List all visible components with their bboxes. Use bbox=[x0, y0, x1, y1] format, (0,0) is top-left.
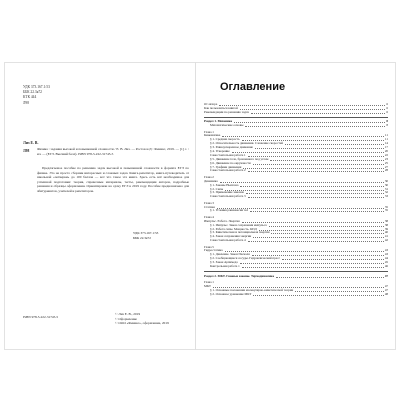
toc-entry-label: § 1. Законы Ньютона bbox=[204, 184, 239, 188]
toc-entry bbox=[204, 239, 388, 243]
toc-entry-page: 6 bbox=[386, 105, 388, 110]
toc-entry-page: 44 bbox=[384, 256, 388, 261]
toc-entry-label: Самостоятельная работа 1 bbox=[204, 154, 247, 158]
toc-section bbox=[204, 275, 388, 279]
author-heading: Лиз Е. В. bbox=[23, 141, 39, 145]
udk-block bbox=[23, 85, 50, 106]
toc-leader-dots bbox=[240, 263, 384, 264]
toc-leader-dots bbox=[270, 160, 383, 161]
toc-leader-dots bbox=[240, 105, 388, 110]
annotation: Предлагаемое пособие по решению задач высокой и повышенной сложности в формате ЕГЭ по физике. Это не просто сборник интересных и сложных задач. Книга-репетитор, книга-путеводитель от школьной «четверки» до 100 баллов — вот что такое эта книга. Здесь есть всё необходимое для успешной подготовки: теория, справочные материалы, тесты, рекомендации авторов, подробные решения и образцы оформления. Ориентирован на сдачу ЕГЭ в 2019 году. Пособие предназначено для абитуриентов, учителей и репетиторов. bbox=[37, 166, 189, 193]
toc-entry-page: 40 bbox=[384, 230, 388, 235]
toc-entry bbox=[204, 265, 388, 269]
udk-line: УДК 373.167.1:53 bbox=[133, 231, 159, 235]
toc-entry-page: 32 bbox=[384, 190, 388, 195]
toc-entry-label: § 3. Кинетическая и потенциальная энергия bbox=[204, 231, 270, 235]
isbn: ISBN 978-5-222-31745-5 bbox=[23, 315, 59, 319]
toc-entry-page: 47 bbox=[384, 273, 388, 278]
toc-leader-dots bbox=[222, 136, 384, 137]
toc-entry-label: Динамика bbox=[204, 178, 218, 183]
toc-entry-page: 25 bbox=[384, 160, 388, 165]
left-page bbox=[4, 62, 196, 350]
toc-entry-label: § 2. Сообщающиеся сосуды. Гидравлический пресс bbox=[204, 257, 281, 261]
copyright-line: © Лиз Е. В., 2019 bbox=[115, 312, 141, 316]
toc-entry-label: Рекомендации по решению задач bbox=[204, 109, 249, 114]
toc-entry-label: Самостоятельная работа 2 bbox=[204, 169, 247, 173]
toc-leader-dots bbox=[269, 226, 384, 227]
toc-entry-page: 27 bbox=[384, 164, 388, 169]
toc-entry-page: 31 bbox=[384, 186, 388, 191]
toc-entry-page: 30 bbox=[384, 178, 388, 183]
toc-entry-label: § 3. Равноускоренное движение bbox=[204, 146, 254, 150]
toc-entry-label: § 1. Импульс. Закон сохранения импульса bbox=[204, 224, 268, 228]
toc-section-divider bbox=[204, 117, 388, 118]
toc-leader-dots bbox=[240, 186, 383, 187]
toc-entry-page: 43 bbox=[384, 252, 388, 257]
toc-entry-label: Гидростатика bbox=[204, 248, 223, 253]
toc-entry-page: 20 bbox=[384, 148, 388, 153]
toc-entry-page: 39 bbox=[384, 226, 388, 231]
toc-entry-label: Глава 4 bbox=[204, 214, 214, 219]
toc-entry-page: 11 bbox=[384, 133, 388, 138]
udk-line: УДК 373.167.1:53 bbox=[23, 85, 50, 89]
toc-entry-page: 42 bbox=[384, 238, 388, 243]
toc-entry bbox=[204, 124, 388, 128]
toc-entry-label: § 2. Силы bbox=[204, 188, 224, 192]
toc-entry-page: 28 bbox=[384, 168, 388, 173]
toc-entry-page: 38 bbox=[384, 222, 388, 227]
toc-leader-dots bbox=[253, 295, 383, 296]
toc-leader-dots bbox=[282, 259, 384, 260]
toc-leader-dots bbox=[255, 148, 384, 149]
toc-entry-label: Статика bbox=[204, 204, 215, 209]
toc-entry-page: 8 bbox=[386, 123, 388, 128]
toc-entry-label: Как пользоваться книгой bbox=[204, 105, 238, 110]
toc-entry-label: § 3. Применение законов bbox=[204, 191, 245, 195]
toc-entry bbox=[204, 111, 388, 115]
toc-entry-label: От автора bbox=[204, 101, 218, 106]
toc-entry bbox=[204, 195, 388, 199]
toc-entry-page: 6 bbox=[386, 109, 388, 114]
toc-entry-page: 38 bbox=[384, 218, 388, 223]
toc-entry-page: 35 bbox=[384, 204, 388, 209]
toc-entry-page: 6 bbox=[386, 101, 388, 106]
toc-leader-dots bbox=[253, 164, 384, 165]
author-code: Л98 bbox=[23, 149, 30, 153]
toc-entry-label: МКТ bbox=[204, 283, 211, 288]
toc-entry-label: § 2. Работа силы. Мощность. КПД bbox=[204, 228, 258, 232]
toc-entry-label: Математические основы bbox=[204, 124, 244, 128]
copyright-block bbox=[115, 312, 169, 326]
toc-entry-page: 41 bbox=[384, 234, 388, 239]
toc-entry-label: § 2. Относительность движения. Сложение скоростей bbox=[204, 142, 284, 146]
toc-entry-label: § 4. Ускорение bbox=[204, 150, 231, 154]
copyright-line: © Оформление bbox=[115, 316, 137, 321]
toc-entry-label: Глава 3 bbox=[204, 200, 214, 205]
toc-entry-label: § 4. Закон сохранения энергии bbox=[204, 235, 252, 239]
toc-entry-label: Импульс. Работа. Энергия bbox=[204, 218, 240, 223]
bibliographic-record bbox=[37, 147, 189, 156]
udk-block-secondary bbox=[133, 231, 158, 240]
toc-entry bbox=[204, 293, 388, 297]
toc-entry-page: 11 bbox=[384, 137, 388, 142]
toc-entry-label: Самостоятельная работа 4 bbox=[204, 239, 247, 243]
toc-leader-dots bbox=[285, 144, 384, 145]
toc-entry-label: § 7. Графики движения bbox=[204, 166, 242, 170]
toc-leader-dots bbox=[232, 152, 384, 153]
biblio-text: Физика : задания высокой и повышенной сложности / Е. В. Лиз. — Ростов н/Д : Феникс, 2019. — [1] с. : ил. — (ЕГЭ. Высший балл). bbox=[37, 147, 189, 156]
toc-entry-page: 43 bbox=[384, 248, 388, 253]
udk-line: КТК 444 bbox=[23, 95, 37, 100]
toc-entry bbox=[204, 209, 388, 213]
copyright-line: © ООО «Феникс», оформление, 2019 bbox=[115, 321, 169, 326]
toc-entry-label: Кинематика bbox=[204, 133, 221, 138]
toc-leader-dots bbox=[250, 211, 384, 212]
toc-entry-label: Самостоятельная работа 3 bbox=[204, 195, 247, 199]
toc-entry-page: 23 bbox=[384, 156, 388, 161]
toc-leader-dots bbox=[242, 267, 384, 268]
toc-leader-dots bbox=[248, 197, 384, 198]
toc-leader-dots bbox=[220, 182, 384, 183]
toc-entry-label: Раздел 1. Механика bbox=[204, 119, 233, 124]
toc-leader-dots bbox=[295, 291, 384, 292]
toc-leader-dots bbox=[259, 230, 384, 231]
toc-leader-dots bbox=[245, 126, 385, 127]
toc-leader-dots bbox=[248, 241, 384, 242]
toc-leader-dots bbox=[219, 105, 385, 106]
toc-entry bbox=[204, 169, 388, 173]
toc-leader-dots bbox=[225, 190, 384, 191]
toc-entry-label: Глава 5 bbox=[204, 244, 214, 249]
toc-leader-dots bbox=[246, 193, 384, 194]
toc-entry-label: § 1. Условия равновесия тел bbox=[204, 209, 249, 213]
toc-leader-dots bbox=[276, 277, 384, 278]
toc-entry-label: Раздел 2. МКТ. Газовые законы. Термодинамика bbox=[204, 273, 275, 278]
toc-entry-page: 14 bbox=[384, 141, 388, 146]
toc-entry-page: 45 bbox=[384, 260, 388, 265]
toc-title: Оглавление bbox=[220, 81, 286, 93]
toc-section-divider bbox=[204, 271, 388, 272]
toc-entry-page: 22 bbox=[384, 152, 388, 157]
right-page bbox=[196, 62, 396, 350]
table-of-contents bbox=[204, 103, 388, 296]
toc-entry-page: 47 bbox=[384, 283, 388, 288]
toc-entry-page: 48 bbox=[384, 291, 388, 296]
toc-entry-label: Глава 1 bbox=[204, 279, 214, 284]
toc-entry-label: § 5. Движение тела, брошенного под углом bbox=[204, 158, 269, 162]
toc-entry-label: § 1. Средняя скорость bbox=[204, 138, 241, 142]
toc-entry-page: 30 bbox=[384, 182, 388, 187]
toc-entry-page: 46 bbox=[384, 264, 388, 269]
toc-entry-page: 33 bbox=[384, 194, 388, 199]
biblio-isbn: ISBN 978-5-222-31745-5 bbox=[78, 151, 114, 156]
toc-entry-label: § 1. Основные положения молекулярно-кинетической теории bbox=[204, 289, 294, 293]
toc-entry-label: Глава 2 bbox=[204, 174, 214, 179]
toc-entry-label: § 3. Закон Архимеда bbox=[204, 261, 239, 265]
toc-entry-label: § 2. Основное уравнение МКТ bbox=[204, 293, 252, 297]
toc-entry-page: 47 bbox=[384, 287, 388, 292]
toc-entry-label: § 1. Давление. Закон Паскаля bbox=[204, 253, 251, 257]
toc-entry-label: Глава 1 bbox=[204, 129, 214, 134]
toc-leader-dots bbox=[243, 168, 383, 169]
toc-entry-page: 8 bbox=[386, 119, 388, 124]
udk-line: ББК 22.3я72 bbox=[133, 235, 151, 240]
toc-entry-page: 17 bbox=[384, 145, 388, 150]
toc-leader-dots bbox=[253, 237, 384, 238]
toc-leader-dots bbox=[248, 156, 384, 157]
udk-line: Л98 bbox=[23, 100, 30, 105]
toc-leader-dots bbox=[248, 171, 384, 172]
toc-leader-dots bbox=[251, 109, 388, 114]
toc-leader-dots bbox=[271, 233, 383, 234]
toc-entry-label: § 6. Движение по окружности bbox=[204, 162, 252, 166]
toc-leader-dots bbox=[234, 122, 385, 123]
udk-line: ББК 22.3я72 bbox=[23, 90, 42, 95]
toc-entry-label: Контрольная работа 1 bbox=[204, 265, 241, 269]
toc-entry-page: 35 bbox=[384, 208, 388, 213]
